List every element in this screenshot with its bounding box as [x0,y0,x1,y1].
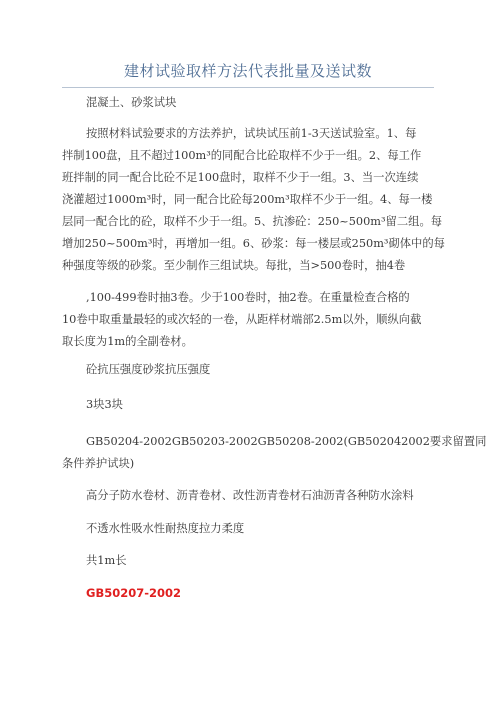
blocks-line: 3块3块 [86,398,123,411]
paragraph-2-line: ,100-499卷时抽3卷。少于100卷时，抽2卷。在重量检查合格的 [86,291,410,304]
paragraph-2-line: 10卷中取重量最轻的或次轻的一卷，从距样材端部2.5m以外，顺纵向截 [62,313,422,326]
paragraph-1-line: 浇灌超过1000m³时，同一配合比砼每200m³取样不少于一组。4、每一楼 [62,193,433,206]
document-title: 建材试验取样方法代表批量及送试数 [123,62,372,80]
red-standard-code: GB50207-2002 [86,586,181,600]
materials-line: 高分子防水卷材、沥青卷材、改性沥青卷材石油沥青各种防水涂料 [86,489,414,502]
paragraph-1 [62,123,445,277]
paragraph-1-line: 种强度等级的砂浆。至少制作三组试块。每批，当>500卷时，抽4卷 [62,259,406,272]
length-line: 共1m长 [86,554,127,567]
paragraph-1-line: 班拌制的同一配合比砼不足100盘时，取样不少于一组。3、当一次连续 [62,171,419,184]
title-underline [62,87,434,88]
section-heading: 混凝土、砂浆试块 [86,96,177,109]
strength-line: 砼抗压强度砂浆抗压强度 [86,363,211,376]
paragraph-2 [62,287,438,353]
paragraph-1-line: 增加250~500m³时，再增加一组。6、砂浆：每一楼层或250m³砌体中的每 [62,237,445,250]
standards-paragraph [62,431,487,475]
properties-line: 不透水性吸水性耐热度拉力柔度 [86,522,245,535]
standards-line: 条件养护试块) [62,457,135,470]
paragraph-1-line: 拌制100盘，且不超过100m³的同配合比砼取样不少于一组。2、每工作 [62,149,422,162]
standards-line: GB50204-2002GB50203-2002GB50208-2002(GB502042002要求留置同 [86,435,487,448]
paragraph-1-line: 按照材料试验要求的方法养护，试块试压前1-3天送试验室。1、每 [86,127,417,140]
paragraph-2-line: 取长度为1m的全副卷材。 [62,335,193,348]
paragraph-1-line: 层同一配合比的砼，取样不少于一组。5、抗渗砼：250~500m³留二组。每 [62,215,443,228]
